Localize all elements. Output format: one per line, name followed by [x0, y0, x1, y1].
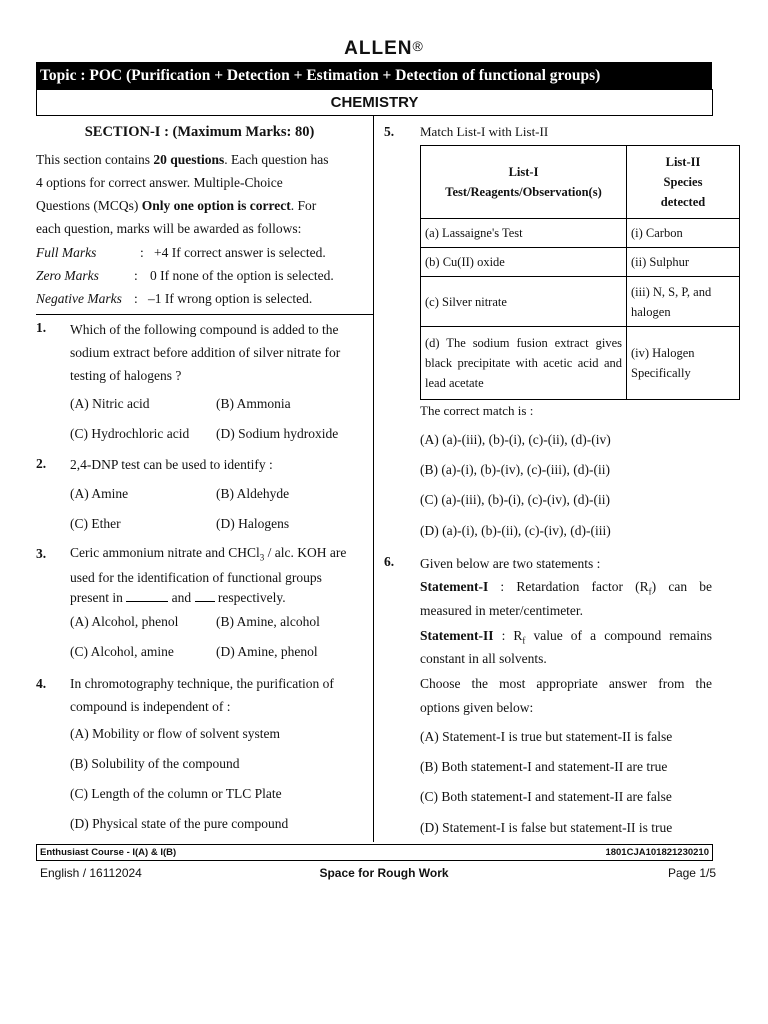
- section-instructions: This section contains 20 questions. Each question has 4 options for correct answer. Multiple-Choice Questions (MCQs) Only one option is correct. For each question, marks will be awarded as follows:: [36, 152, 329, 236]
- rough-work-label: Space for Rough Work: [319, 866, 449, 880]
- q4-number: 4.: [36, 676, 47, 691]
- q4-text: In chromotography technique, the purification of compound is independent of :: [70, 676, 334, 714]
- q6-instruction: Choose the most appropriate answer from the: [420, 676, 712, 691]
- subject-title: CHEMISTRY: [36, 89, 713, 116]
- q4-option-a[interactable]: (A) Mobility or flow of solvent system: [70, 726, 280, 741]
- q2-option-c[interactable]: (C) Ether: [70, 516, 121, 531]
- q6-instruction-cont: options given below:: [420, 700, 534, 715]
- q1-option-d[interactable]: (D) Sodium hydroxide: [216, 426, 339, 441]
- q1-number: 1.: [36, 320, 47, 335]
- q5-option-b[interactable]: (B) (a)-(i), (b)-(iv), (c)-(iii), (d)-(ii): [420, 462, 611, 477]
- statement-1: Statement-I : Retardation factor $(R_f)$ can be: [420, 579, 712, 597]
- list2-item-i: (i) Carbon: [627, 219, 740, 248]
- q2-option-d[interactable]: (D) Halogens: [216, 516, 290, 531]
- q6-text: Given below are two statements :: [420, 556, 601, 571]
- q1-option-b[interactable]: (B) Ammonia: [216, 396, 291, 411]
- q6-option-b[interactable]: (B) Both statement-I and statement-II are true: [420, 759, 668, 774]
- q3-option-d[interactable]: (D) Amine, phenol: [216, 644, 318, 659]
- full-marks-row: Full Marks : +4 If correct answer is selected.: [36, 245, 326, 260]
- q6-option-d[interactable]: (D) Statement-I is false but statement-II is true: [420, 820, 673, 835]
- course-name: Enthusiast Course - I(A) & I(B): [40, 847, 177, 858]
- q5-prompt: The correct match is :: [420, 403, 534, 418]
- q2-option-b[interactable]: (B) Aldehyde: [216, 486, 290, 501]
- column-divider: [373, 116, 374, 842]
- q6-option-a[interactable]: (A) Statement-I is true but statement-II is false: [420, 729, 673, 744]
- q2-text: 2,4-DNP test can be used to identify :: [70, 457, 273, 472]
- q3-option-b[interactable]: (B) Amine, alcohol: [216, 614, 320, 629]
- zero-marks-row: Zero Marks : 0 If none of the option is selected.: [36, 268, 334, 283]
- match-table: [420, 145, 740, 400]
- q3-number: 3.: [36, 546, 47, 561]
- q3-option-c[interactable]: (C) Alcohol, amine: [70, 644, 174, 659]
- q5-option-c[interactable]: (C) (a)-(iii), (b)-(i), (c)-(iv), (d)-(ii): [420, 492, 611, 507]
- section-divider: [36, 314, 373, 315]
- q4-option-b[interactable]: (B) Solubility of the compound: [70, 756, 240, 771]
- list1-item-d: (d) The sodium fusion extract gives black precipitate with acetic acid and lead acetate: [421, 327, 627, 400]
- q3-option-a[interactable]: (A) Alcohol, phenol: [70, 614, 179, 629]
- q5-option-a[interactable]: (A) (a)-(iii), (b)-(i), (c)-(ii), (d)-(iv): [420, 432, 611, 447]
- q5-number: 5.: [384, 124, 395, 139]
- list1-header: List-I Test/Reagents/Observation(s): [421, 146, 627, 219]
- statement-1-cont: measured in meter/centimeter.: [420, 603, 584, 618]
- q4-option-d[interactable]: (D) Physical state of the pure compound: [70, 816, 289, 831]
- q1-text: Which of the following compound is added to the sodium extract before addition of silver nitrate for testing of halogens ?: [70, 322, 341, 383]
- q1-option-a[interactable]: (A) Nitric acid: [70, 396, 150, 411]
- list2-header: List-II Species detected: [627, 146, 740, 219]
- brand-logo: ALLEN®: [344, 38, 424, 59]
- q2-option-a[interactable]: (A) Amine: [70, 486, 129, 501]
- language-date: English / 16112024: [40, 866, 142, 880]
- page-number: Page 1/5: [667, 866, 716, 880]
- list2-item-iv: (iv) Halogen Specifically: [627, 327, 740, 400]
- q5-text: Match List-I with List-II: [420, 124, 549, 139]
- negative-marks-row: Negative Marks : –1 If wrong option is selected.: [36, 291, 313, 306]
- q4-option-c[interactable]: (C) Length of the column or TLC Plate: [70, 786, 282, 801]
- marking-scheme: [36, 241, 366, 310]
- section-title: SECTION-I : (Maximum Marks: 80): [84, 124, 315, 140]
- q2-number: 2.: [36, 456, 47, 471]
- list1-item-b: (b) Cu(II) oxide: [421, 248, 627, 277]
- topic-bar: Topic : POC (Purification + Detection + Estimation + Detection of functional groups): [36, 62, 712, 89]
- statement-2-cont: constant in all solvents.: [420, 651, 547, 666]
- q3-text: Ceric ammonium nitrate and CHCl$_3$ / alc. KOH are used for the identification of functional groups present in and respectively.: [70, 545, 347, 605]
- q6-option-c[interactable]: (C) Both statement-I and statement-II are false: [420, 789, 672, 804]
- q1-option-c[interactable]: (C) Hydrochloric acid: [70, 426, 190, 441]
- statement-2: Statement-II : $R_f$ value of a compound remains: [420, 628, 713, 646]
- paper-code: 1801CJA101821230210: [605, 847, 709, 858]
- course-footer: [36, 844, 713, 861]
- list2-item-iii: (iii) N, S, P, and halogen: [627, 277, 740, 327]
- q5-option-d[interactable]: (D) (a)-(i), (b)-(ii), (c)-(iv), (d)-(iii): [420, 523, 611, 538]
- q6-number: 6.: [384, 554, 395, 569]
- list2-item-ii: (ii) Sulphur: [627, 248, 740, 277]
- list1-item-a: (a) Lassaigne's Test: [421, 219, 627, 248]
- list1-item-c: (c) Silver nitrate: [421, 277, 627, 327]
